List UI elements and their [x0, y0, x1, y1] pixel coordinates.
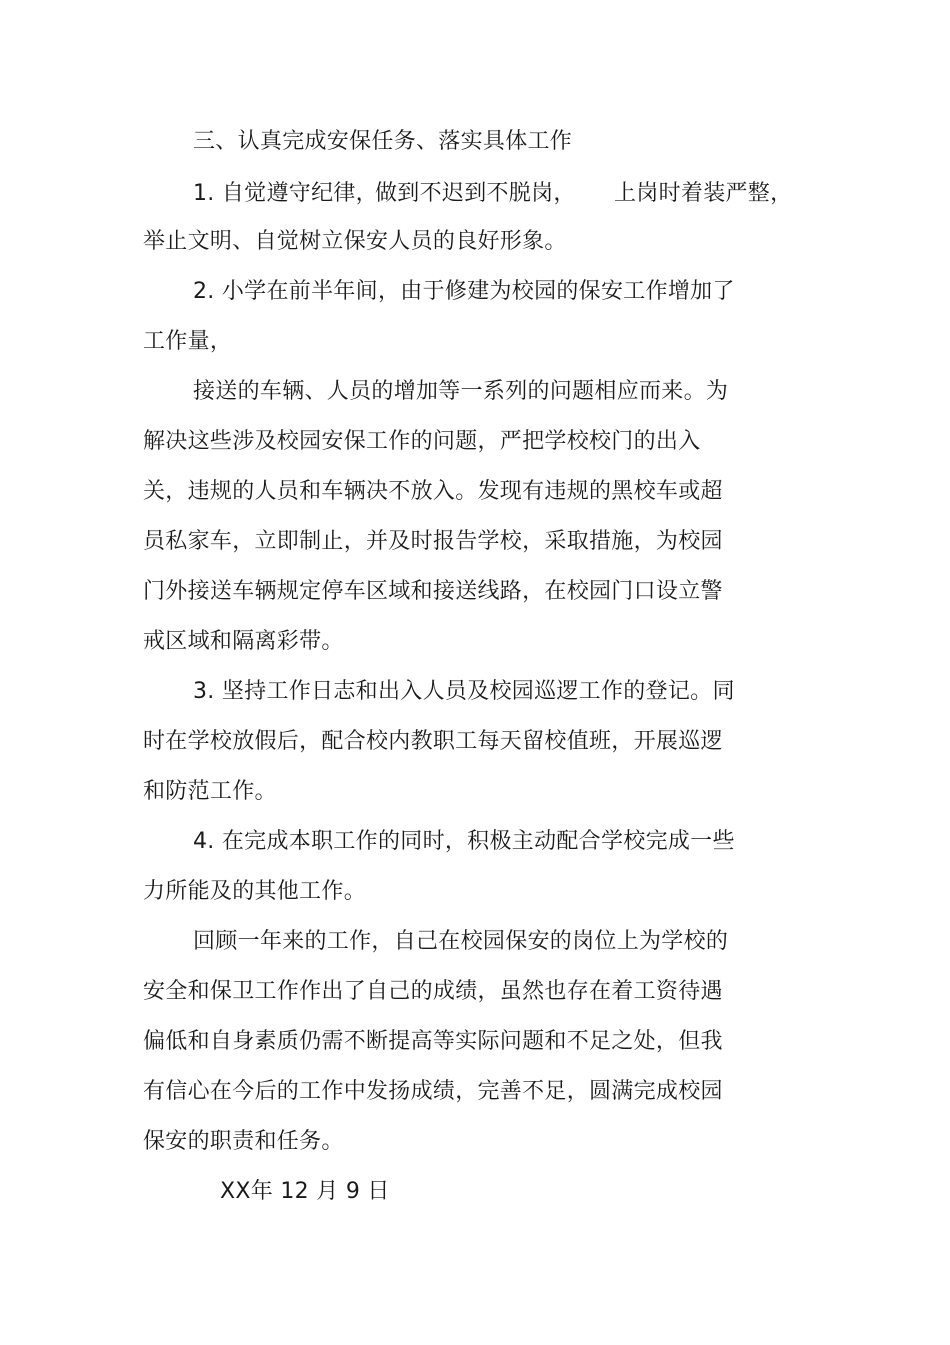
item1-line1-part3: 上岗时着装严整，	[614, 181, 793, 206]
pickup-line6: 戒区域和隔离彩带。	[143, 629, 344, 654]
pickup-line5: 门外接送车辆规定停车区域和接送线路，在校园门口设立警	[143, 579, 723, 604]
pickup-line4: 员私家车，立即制止，并及时报告学校，采取措施，为校园	[143, 529, 723, 554]
item2-line1: 2. 小学在前半年间，由于修建为校园的保安工作增加了	[193, 279, 735, 304]
item4-line2: 力所能及的其他工作。	[143, 879, 367, 904]
pickup-line1: 接送的车辆、人员的增加等一系列的问题相应而来。为	[193, 379, 729, 404]
conclusion-line5: 保安的职责和任务。	[143, 1129, 344, 1154]
item1-line1-part1: 1. 自觉遵守纪律，	[193, 181, 378, 206]
item2-line2: 工作量，	[143, 329, 233, 354]
item3-line3: 和防范工作。	[143, 779, 277, 804]
pickup-line2: 解决这些涉及校园安保工作的问题，严把学校校门的出入	[143, 429, 701, 454]
item1-line1-part2: 做到不迟到不脱岗，	[375, 181, 576, 206]
conclusion-line3: 偏低和自身素质仍需不断提高等实际问题和不足之处，但我	[143, 1029, 723, 1054]
conclusion-line4: 有信心在今后的工作中发扬成绩，完善不足，圆满完成校园	[143, 1079, 723, 1104]
conclusion-line1: 回顾一年来的工作，自己在校园保安的岗位上为学校的	[193, 929, 729, 954]
document-date: XX年 12 月 9 日	[220, 1179, 390, 1204]
item3-line2: 时在学校放假后，配合校内教职工每天留校值班，开展巡逻	[143, 729, 723, 754]
conclusion-line2: 安全和保卫工作作出了自己的成绩，虽然也存在着工资待遇	[143, 979, 723, 1004]
item3-line1: 3. 坚持工作日志和出入人员及校园巡逻工作的登记。同	[193, 679, 735, 704]
pickup-line3: 关，违规的人员和车辆决不放入。发现有违规的黑校车或超	[143, 479, 723, 504]
item1-line2: 举止文明、自觉树立保安人员的良好形象。	[143, 229, 567, 254]
item4-line1: 4. 在完成本职工作的同时，积极主动配合学校完成一些	[193, 829, 735, 854]
section-heading: 三、认真完成安保任务、落实具体工作	[193, 129, 573, 154]
